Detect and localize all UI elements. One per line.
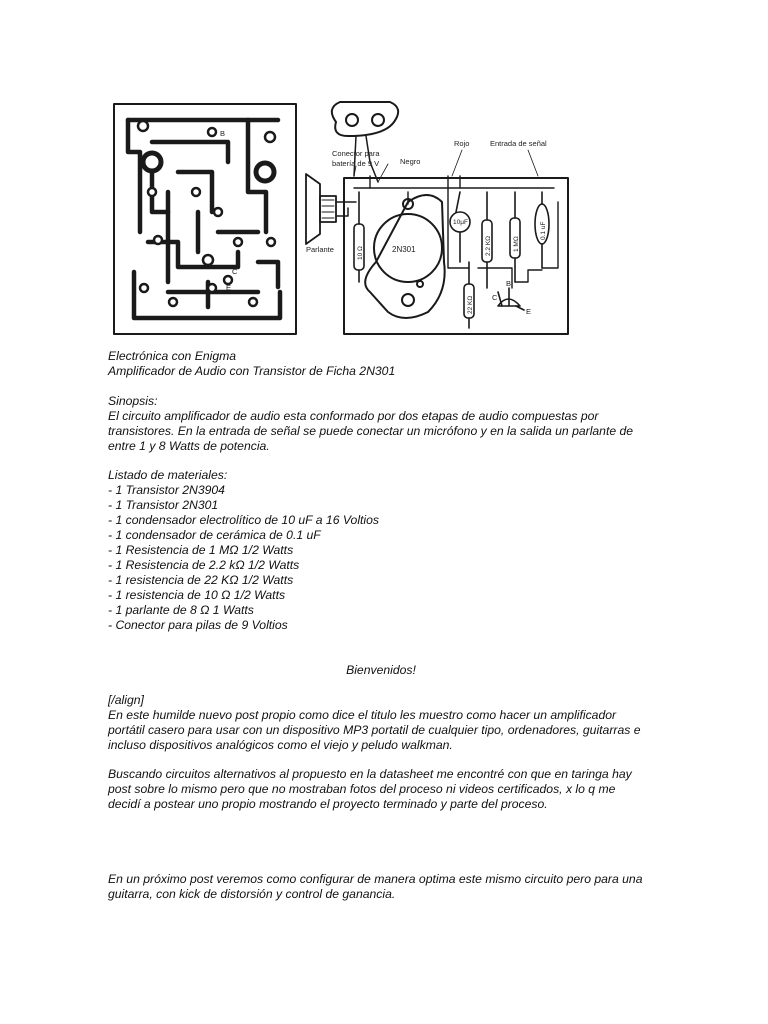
welcome-heading [108, 663, 654, 678]
header-title: Amplificador de Audio con Transistor de Ficha 2N301 [108, 364, 396, 378]
material-item: - 1 Resistencia de 1 MΩ 1/2 Watts [108, 543, 294, 557]
material-item: - 1 Transistor 2N3904 [108, 483, 225, 497]
label-speaker: Parlante [306, 245, 334, 254]
label-r-22k: 22 KΩ [467, 295, 474, 314]
label-cap-10uf: 10μF [453, 219, 468, 226]
document-header [108, 349, 668, 379]
pcb-traces [128, 120, 280, 318]
align-tag: [/align] [108, 693, 144, 707]
search-paragraph [108, 767, 668, 812]
welcome-text: Bienvenidos! [346, 663, 416, 677]
material-item: - 1 resistencia de 22 KΩ 1/2 Watts [108, 573, 294, 587]
paragraph-line: En un próximo post veremos como configurar de manera optima este mismo circuito pero para una [108, 872, 643, 886]
speaker [306, 174, 356, 244]
material-item: - 1 Transistor 2N301 [108, 498, 219, 512]
label-rojo: Rojo [454, 139, 470, 148]
material-item: - 1 condensador de cerámica de 0.1 uF [108, 528, 321, 542]
label-transistor: 2N301 [392, 245, 416, 254]
label-pin-b: B [506, 279, 512, 288]
transistor-2n301 [365, 195, 444, 318]
paragraph-line: En este humilde nuevo post propio como dice el titulo les muestro como hacer un amplificador [108, 708, 617, 722]
label-r-10: 10 Ω [357, 246, 364, 260]
circuit-figure [108, 92, 578, 342]
materials-title: Listado de materiales: [108, 468, 228, 482]
paragraph-line: portátil casero para usar con un dispositivo MP3 portatil de cualquier tipo, ordenadores, guitarras e [108, 723, 641, 737]
synopsis-line: entre 1 y 8 Watts de potencia. [108, 439, 270, 453]
resistor-22k [464, 262, 474, 328]
synopsis-line: El circuito amplificador de audio esta conformado por dos etapas de audio compuestas por [108, 409, 599, 423]
synopsis-section [108, 394, 668, 454]
capacitor-10uf [450, 192, 470, 262]
label-signal-input: Entrada de señal [490, 139, 547, 148]
battery-connector [332, 102, 398, 182]
transistor-2n3904 [498, 288, 524, 310]
label-connector-line2: batería de 9 V [332, 159, 380, 168]
materials-section [108, 468, 668, 633]
label-pin-c: C [492, 293, 498, 302]
material-item: - 1 Resistencia de 2.2 kΩ 1/2 Watts [108, 558, 300, 572]
material-item: - 1 condensador electrolítico de 10 uF a 16 Voltios [108, 513, 379, 527]
material-item: - 1 resistencia de 10 Ω 1/2 Watts [108, 588, 286, 602]
label-negro: Negro [400, 157, 421, 166]
intro-paragraph [108, 693, 668, 753]
material-item: - 1 parlante de 8 Ω 1 Watts [108, 603, 254, 617]
label-r-22k2: 2.2 KΩ [485, 235, 492, 256]
label-cap-01uf: 0.1 uF [540, 221, 547, 240]
label-pcb-1: 1 [138, 175, 143, 184]
label-pcb-b: B [220, 129, 226, 138]
paragraph-line: post sobre lo mismo pero que no mostraban fotos del proceso ni videos certificados, x lo q me [108, 782, 616, 796]
paragraph-line: decidí a postear uno propio mostrando el proyecto terminado y parte del proceso. [108, 797, 548, 811]
paragraph-line: guitarra, con kick de distorsión y control de ganancia. [108, 887, 396, 901]
next-post-paragraph [108, 872, 668, 902]
synopsis-line: transistores. En la entrada de señal se puede conectar un micrófono y en la salida un parlante de [108, 424, 634, 438]
paragraph-line: Buscando circuitos alternativos al propuesto en la datasheet me encontré con que en taringa hay [108, 767, 632, 781]
label-pcb-c: C [232, 267, 238, 276]
label-r-1m: 1 MΩ [513, 236, 520, 252]
header-line-1: Electrónica con Enigma [108, 349, 237, 363]
component-board-outline [344, 178, 568, 334]
paragraph-line: incluso dispositivos analógicos como el viejo y peludo walkman. [108, 738, 453, 752]
label-pcb-e: E [226, 283, 232, 292]
resistor-10-ohm [354, 192, 364, 282]
label-connector-line1: Conector para [332, 149, 380, 158]
synopsis-title: Sinopsis: [108, 394, 158, 408]
label-pin-e: E [526, 307, 532, 316]
material-item: - Conector para pilas de 9 Voltios [108, 618, 288, 632]
